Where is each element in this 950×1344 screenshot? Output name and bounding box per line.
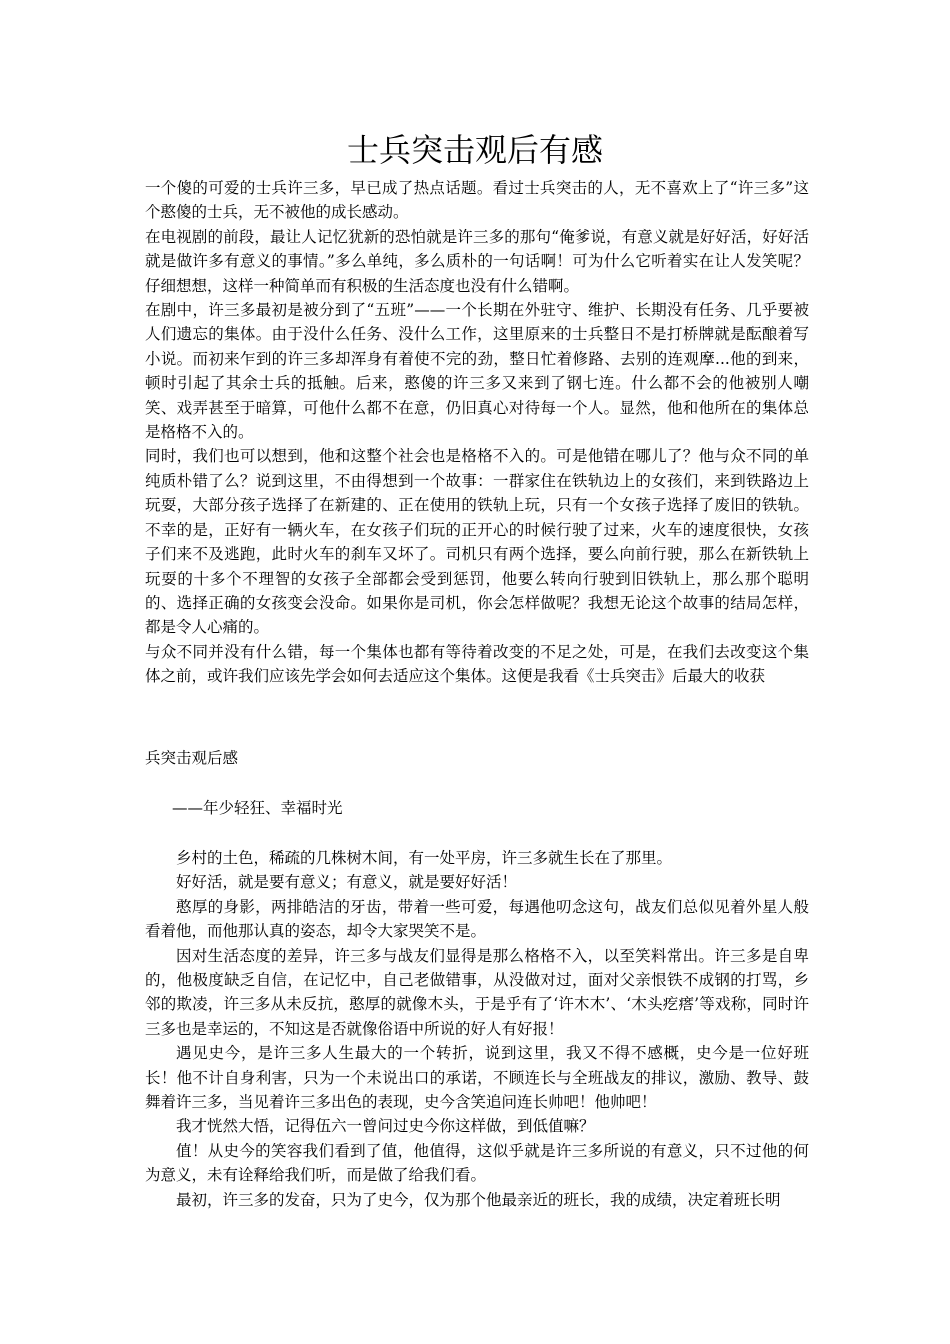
paragraph: 遇见史今，是许三多人生最大的一个转折，说到这里，我又不得不感概，史今是一位好班长！他不计自身利害，只为一个未说出口的承诺，不顾连长与全班战友的排议，激励、教导、鼓舞着许三多，当见着许三多出色的表现，史今含笑追问连长帅吧！他帅吧！ bbox=[145, 1044, 809, 1112]
section-body bbox=[145, 846, 809, 1212]
paragraph: 我才恍然大悟，记得伍六一曾问过史今你这样做，到低值嘛？ bbox=[176, 1117, 595, 1136]
document-title: 士兵突击观后有感 bbox=[346, 131, 603, 169]
paragraph: 乡村的土色，稀疏的几株树木间，有一处平房，许三多就生长在了那里。 bbox=[176, 849, 673, 867]
section-subtitle: ——年少轻狂、幸福时光 bbox=[172, 799, 343, 817]
paragraph: 因对生活态度的差异，许三多与战友们显得是那么格格不入，以至笑料常出。许三多是自卑的，他极度缺乏自信，在记忆中，自己老做错事，从没做对过，面对父亲恨铁不成钢的打骂，乡邻的欺凌，许三多从未反抗，憨厚的就像木头，于是乎有了‘许木木’、‘木头疙瘩’等戏称，同时许三多也是幸运的，不知这是否就像俗语中所说的好人有好报！ bbox=[145, 946, 809, 1038]
document-body bbox=[145, 176, 809, 689]
paragraph: 在剧中，许三多最初是被分到了“五班”——一个长期在外驻守、维护、长期没有任务、几乎要被人们遗忘的集体。由于没什么任务、没什么工作，这里原来的士兵整日不是打桥牌就是酝酿着写小说。而初来乍到的许三多却浑身有着使不完的劲，整日忙着修路、去别的连观摩...他的到来，顿时引起了其余士兵的抵触。后来，憨傻的许三多又来到了钢七连。什么都不会的他被别人嘲笑、戏弄甚至于暗算，可他什么都不在意，仍旧真心对待每一个人。显然，他和他所在的集体总是格格不入的。 bbox=[145, 301, 809, 442]
paragraph: 好好活，就是要有意义；有意义，就是要好好活！ bbox=[176, 873, 518, 892]
paragraph: 值！从史今的笑容我们看到了值，他值得，这似乎就是许三多所说的有意义，只不过他的何为意义，未有诠释给我们听，而是做了给我们看。 bbox=[145, 1141, 809, 1185]
paragraph: 与众不同并没有什么错，每一个集体也都有等待着改变的不足之处，可是，在我们去改变这个集体之前，或许我们应该先学会如何去适应这个集体。这便是我看《士兵突击》后最大的收获 bbox=[145, 642, 809, 686]
paragraph: 憨厚的身影，两排皓洁的牙齿，带着一些可爱，每遇他叨念这句，战友们总似见着外星人般看着他，而他那认真的姿态，却令大家哭笑不是。 bbox=[145, 897, 809, 941]
paragraph: 同时，我们也可以想到，他和这整个社会也是格格不入的。可是他错在哪儿了？他与众不同的单纯质朴错了么？说到这里，不由得想到一个故事：一群家住在铁轨边上的女孩们，来到铁路边上玩耍，大部分孩子选择了在新建的、正在使用的铁轨上玩，只有一个女孩子选择了废旧的铁轨。不幸的是，正好有一辆火车，在女孩子们玩的正开心的时候行驶了过来，火车的速度很快，女孩子们来不及逃跑，此时火车的刹车又坏了。司机只有两个选择，要么向前行驶，那么在新铁轨上玩耍的十多个不理智的女孩子全部都会受到惩罚，他要么转向行驶到旧铁轨上，那么那个聪明的、选择正确的女孩变会没命。如果你是司机，你会怎样做呢？我想无论这个故事的结局怎样，都是令人心痛的。 bbox=[145, 447, 809, 637]
section-title: 兵突击观后感 bbox=[145, 749, 239, 767]
paragraph: 在电视剧的前段，最让人记忆犹新的恐怕就是许三多的那句“俺爹说，有意义就是好好活，好好活就是做许多有意义的事情。”多么单纯，多么质朴的一句话啊！可为什么它听着实在让人发笑呢？仔细想想，这样一种简单而有积极的生活态度也没有什么错啊。 bbox=[145, 227, 809, 295]
paragraph: 一个傻的可爱的士兵许三多，早已成了热点话题。看过士兵突击的人，无不喜欢上了“许三多”这个憨傻的士兵，无不被他的成长感动。 bbox=[145, 179, 809, 222]
paragraph: 最初，许三多的发奋，只为了史今，仅为那个他最亲近的班长，我的成绩，决定着班长明 bbox=[176, 1190, 781, 1209]
